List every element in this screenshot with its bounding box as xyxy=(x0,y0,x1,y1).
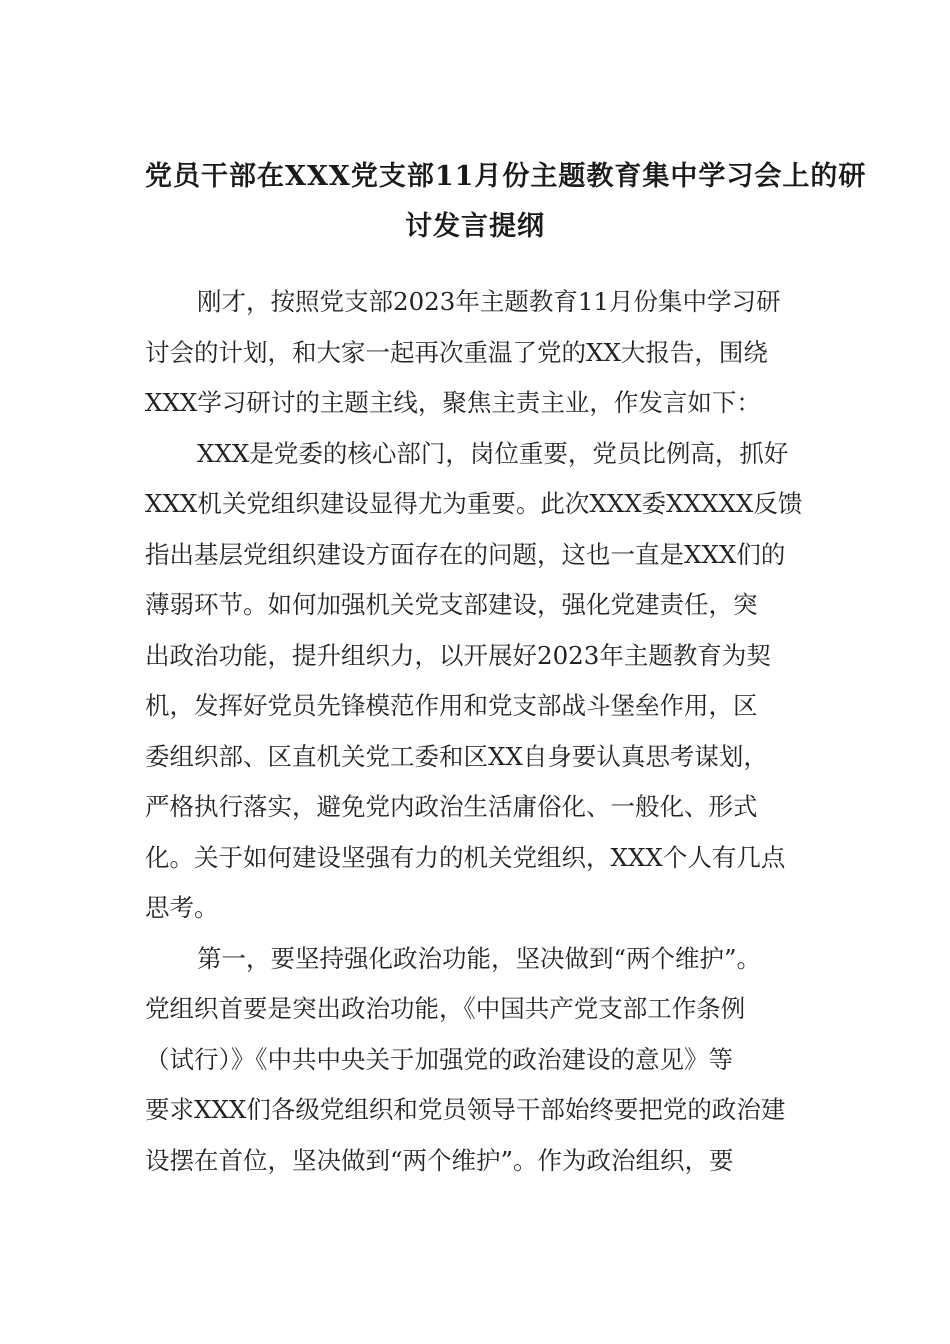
paragraph-line: 严格执行落实，避免党内政治生活庸俗化、一般化、形式 xyxy=(145,792,758,821)
title-line: 党员干部在XXX党支部11月份主题教育集中学习会上的研 xyxy=(145,161,867,192)
paragraph-line: 讨会的计划，和大家一起再次重温了党的XX大报告，围绕 xyxy=(145,337,768,367)
paragraph-line: 党组织首要是突出政治功能，《中国共产党支部工作条例 xyxy=(145,994,746,1023)
document-body xyxy=(145,277,805,1186)
paragraph-line: 设摆在首位，坚决做到“两个维护”。作为政治组织，要 xyxy=(145,1145,734,1175)
document-title xyxy=(145,152,867,252)
paragraph-line: 委组织部、区直机关党工委和区XX自身要认真思考谋划， xyxy=(145,741,768,771)
paragraph-line: 第一，要坚持强化政治功能，坚决做到“两个维护”。 xyxy=(197,943,762,973)
paragraph-line: 指出基层党组织建设方面存在的问题，这也一直是XXX们的 xyxy=(145,539,786,569)
paragraph-line: 化。关于如何建设坚强有力的机关党组织，XXX个人有几点 xyxy=(145,842,786,872)
paragraph-intro xyxy=(145,277,805,429)
paragraph-line: 出政治功能，提升组织力，以开展好2023年主题教育为契 xyxy=(145,640,771,670)
paragraph-line: 机，发挥好党员先锋模范作用和党支部战斗堡垒作用，区 xyxy=(145,691,758,720)
paragraph-line: （试行）》《中共中央关于加强党的政治建设的意见》等 xyxy=(145,1044,733,1074)
title-line: 讨发言提纲 xyxy=(405,211,545,242)
paragraph-line: XXX是党委的核心部门，岗位重要，党员比例高，抓好 xyxy=(197,438,789,468)
paragraph-point-one xyxy=(145,934,805,1187)
paragraph-line: 薄弱环节。如何加强机关党支部建设，强化党建责任，突 xyxy=(145,590,758,619)
paragraph-background xyxy=(145,429,805,934)
paragraph-line: 要求XXX们各级党组织和党员领导干部始终要把党的政治建 xyxy=(145,1095,786,1124)
paragraph-line: XXX机关党组织建设显得尤为重要。此次XXX委XXXXX反馈 xyxy=(145,489,803,518)
paragraph-line: 思考。 xyxy=(145,893,219,922)
paragraph-line: XXX学习研讨的主题主线，聚焦主责主业，作发言如下： xyxy=(145,388,761,417)
paragraph-line: 刚才，按照党支部2023年主题教育11月份集中学习研 xyxy=(197,287,781,316)
